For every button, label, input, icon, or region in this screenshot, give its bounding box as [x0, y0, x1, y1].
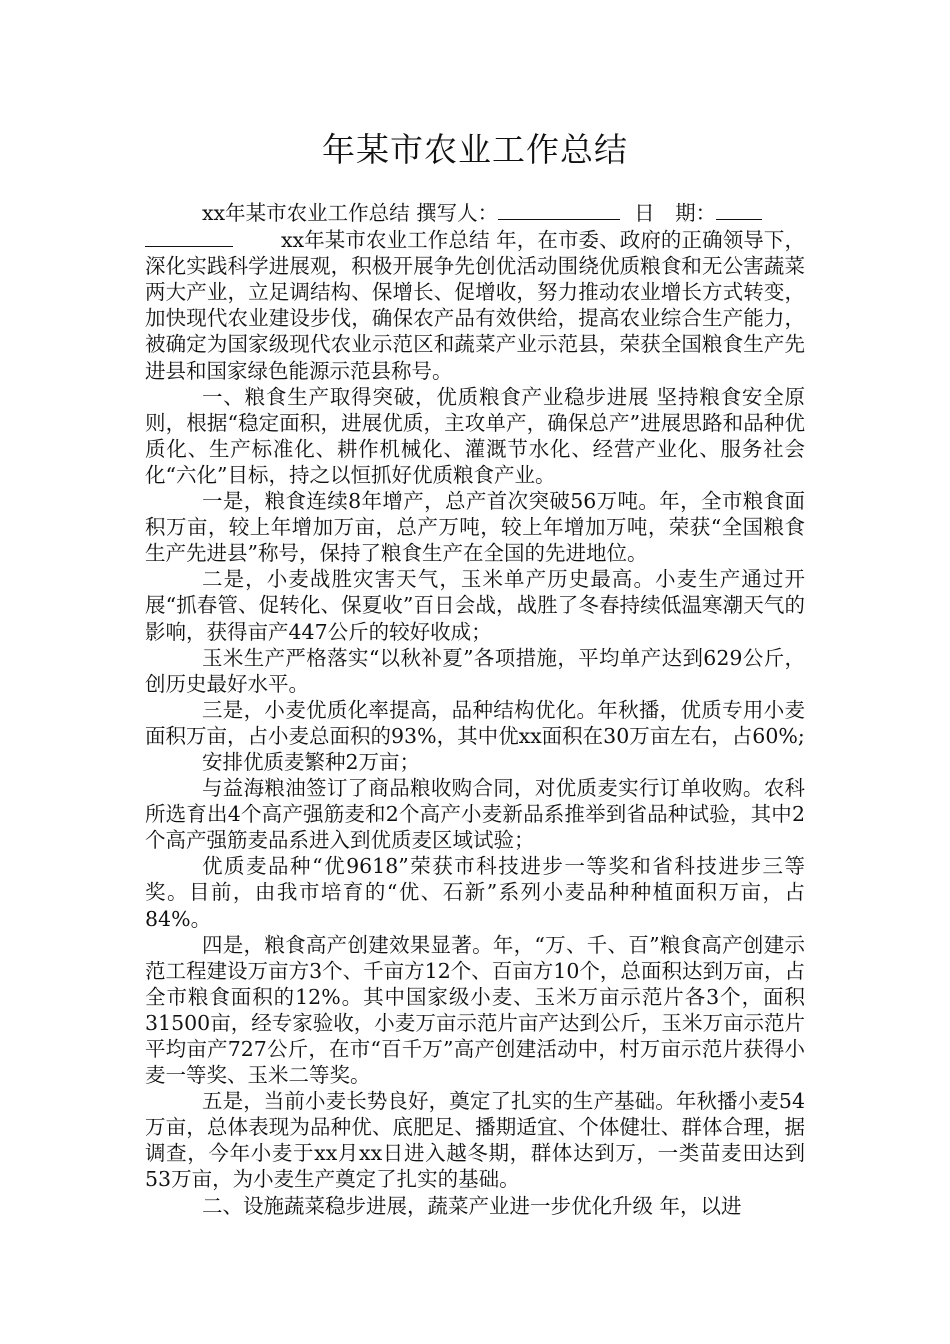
document-body [145, 199, 805, 1219]
date-blank [716, 199, 762, 220]
summary-lead: xx年某市农业工作总结 年，在市委、政府的正确领导下，深化实践科学进展观，积极开展争先创优活动围绕优质粮食和无公害蔬菜两大产业，立足调结构、保增长、促增收，努力推动农业增长方式转变，加快现代农业建设步伐，确保农产品有效供给，提高农业综合生产能力，被确定为国家级现代农业示范区和蔬菜产业示范县，荣获全国粮食生产先进县和国家绿色能源示范县称号。 [145, 228, 805, 383]
paragraph-wheat-growth: 五是，当前小麦长势良好，奠定了扎实的生产基础。年秋播小麦54万亩，总体表现为品种优、底肥足、播期适宜、个体健壮、群体合理，据调查，今年小麦于xx月xx日进入越冬期，群体达到万，一类苗麦田达到53万亩，为小麦生产奠定了扎实的基础。 [145, 1089, 805, 1192]
doc-name: xx年某市农业工作总结 [202, 201, 410, 225]
author-blank [498, 199, 620, 220]
paragraph-high-yield: 四是，粮食高产创建效果显著。年，“万、千、百”粮食高产创建示范工程建设万亩方3个、千亩方12个、百亩方10个，总面积达到万亩，占全市粮食面积的12%。其中国家级小麦、玉米万亩示范片各3个，面积31500亩，经专家验收，小麦万亩示范片亩产达到公斤，玉米万亩示范片平均亩产727公斤，在市“百千万”高产创建活动中，村万亩示范片获得小麦一等奖、玉米二等奖。 [145, 932, 805, 1088]
paragraph-grain-yield: 一是，粮食连续8年增产，总产首次突破56万吨。年，全市粮食面积万亩，较上年增加万亩，总产万吨，较上年增加万吨，荣获“全国粮食生产先进县”称号，保持了粮食生产在全国的先进地位。 [145, 489, 805, 566]
date-label: 日 期： [634, 201, 717, 225]
date-blank-continued [145, 226, 233, 247]
paragraph-wheat-corn: 二是，小麦战胜灾害天气，玉米单产历史最高。小麦生产通过开展“抓春管、促转化、保夏收”百日会战，战胜了冬春持续低温寒潮天气的影响，获得亩产447公斤的较好收成； [145, 567, 805, 644]
paragraph-purchase-contract: 与益海粮油签订了商品粮收购合同，对优质麦实行订单收购。农科所选育出4个高产强筋麦和2个高产小麦新品系推举到省品种试验，其中2个高产强筋麦品系进入到优质麦区域试验； [145, 776, 805, 853]
header-paragraph [145, 199, 805, 384]
paragraph-vegetables: 二、设施蔬菜稳步进展，蔬菜产业进一步优化升级 年，以进 [202, 1193, 742, 1218]
page-title: 年某市农业工作总结 [322, 130, 628, 169]
paragraph-corn-yield: 玉米生产严格落实“以秋补夏”各项措施，平均单产达到629公斤，创历史最好水平。 [145, 645, 805, 696]
paragraph-grain-overview: 一、粮食生产取得突破，优质粮食产业稳步进展 坚持粮食安全原则，根据“稳定面积，进展优质，主攻单产，确保总产”进展思路和品种优质化、生产标准化、耕作机械化、灌溉节水化、经营产业化、服务社会化“六化”目标，持之以恒抓好优质粮食产业。 [145, 384, 805, 487]
meta-line [202, 201, 762, 225]
author-label: 撰写人： [416, 201, 499, 225]
paragraph-seed-breeding: 安排优质麦繁种2万亩； [202, 749, 421, 774]
paragraph-variety-award: 优质麦品种“优9618”荣获市科技进步一等奖和省科技进步三等奖。目前，由我市培育的“优、石新”系列小麦品种种植面积万亩，占84%。 [145, 854, 805, 931]
paragraph-wheat-quality: 三是，小麦优质化率提高，品种结构优化。年秋播，优质专用小麦面积万亩，占小麦总面积的93%，其中优xx面积在30万亩左右，占60%; [145, 697, 805, 748]
